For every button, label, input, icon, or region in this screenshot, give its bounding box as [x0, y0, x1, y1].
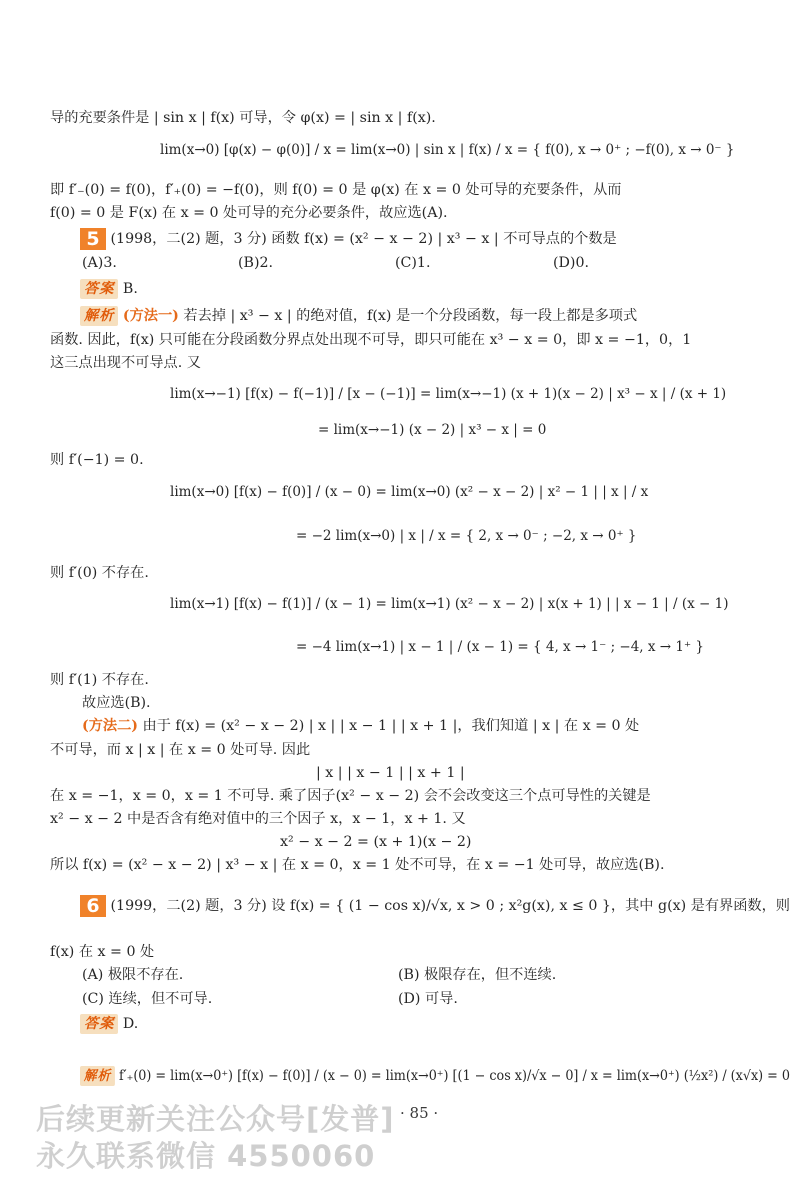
answer-line	[80, 1014, 138, 1034]
option-c: (C) 连续，但不可导.	[82, 991, 213, 1007]
formula-line: lim(x→0) [φ(x) − φ(0)] / x = lim(x→0) | sin x | f(x) / x = { f(0), x → 0⁺ ; −f(0), x → 0⁻ }	[160, 142, 735, 158]
answer-tag: 答案	[80, 279, 118, 299]
text-line: 则 f′(0) 不存在.	[50, 565, 149, 581]
answer-line	[80, 279, 138, 299]
answer-value: D.	[122, 1016, 139, 1032]
method-label: (方法一)	[122, 308, 179, 324]
question-number-badge: 6	[80, 895, 106, 917]
formula-line: = −4 lim(x→1) | x − 1 | / (x − 1) = { 4, x → 1⁻ ; −4, x → 1⁺ }	[296, 639, 704, 655]
option-a: (A) 极限不存在.	[82, 967, 184, 983]
formula-line: lim(x→0) [f(x) − f(0)] / (x − 0) = lim(x→0) (x² − x − 2) | x² − 1 | | x | / x	[170, 484, 649, 500]
text-line: 则 f′(−1) = 0.	[50, 452, 144, 468]
analysis-line	[80, 306, 637, 326]
formula-line: lim(x→1) [f(x) − f(1)] / (x − 1) = lim(x→1) (x² − x − 2) | x(x + 1) | | x − 1 | / (x − 1)	[170, 596, 729, 612]
watermark-line-1: 后续更新关注公众号[发普]	[36, 1102, 395, 1136]
option-b: (B)2.	[238, 255, 274, 271]
text-line: 所以 f(x) = (x² − x − 2) | x³ − x | 在 x = 0，x = 1 处不可导，在 x = −1 处可导，故应选(B).	[50, 857, 665, 873]
watermark-line-2: 永久联系微信 4550060	[36, 1139, 376, 1173]
question-stem: (1999，二(2) 题，3 分) 设 f(x) = { (1 − cos x)/√x, x > 0 ; x²g(x), x ≤ 0 }，其中 g(x) 是有界函数，则	[110, 898, 790, 914]
option-a: (A)3.	[82, 255, 117, 271]
text-line: 即 f′₋(0) = f(0)，f′₊(0) = −f(0)，则 f(0) = 0 是 φ(x) 在 x = 0 处可导的充要条件，从而	[50, 182, 622, 198]
analysis-tag: 解析	[80, 1066, 115, 1086]
question-6-stem	[80, 895, 790, 917]
analysis-text: 若去掉 | x³ − x | 的绝对值，f(x) 是一个分段函数，每一段上都是多项式	[183, 308, 638, 324]
question-5-stem	[80, 228, 617, 250]
text-line: f(x) 在 x = 0 处	[50, 944, 155, 960]
text-line: 故应选(B).	[82, 695, 151, 711]
option-b: (B) 极限存在，但不连续.	[398, 967, 557, 983]
formula-line: = lim(x→−1) (x − 2) | x³ − x | = 0	[318, 422, 547, 438]
option-d: (D) 可导.	[398, 991, 458, 1007]
page-number: · 85 ·	[400, 1104, 439, 1122]
text-line: 导的充要条件是 | sin x | f(x) 可导，令 φ(x) = | sin x | f(x).	[50, 110, 436, 126]
text-line: f(0) = 0 是 F(x) 在 x = 0 处可导的充分必要条件，故应选(A).	[50, 205, 448, 221]
formula-line: = −2 lim(x→0) | x | / x = { 2, x → 0⁻ ; −2, x → 0⁺ }	[296, 528, 637, 544]
analysis-tag: 解析	[80, 306, 118, 326]
method-two-line	[82, 716, 639, 736]
formula-line: lim(x→−1) [f(x) − f(−1)] / [x − (−1)] = lim(x→−1) (x + 1)(x − 2) | x³ − x | / (x + 1)	[170, 386, 727, 402]
text-line: 在 x = −1，x = 0，x = 1 不可导. 乘了因子(x² − x − 2) 会不会改变这三个点可导性的关键是	[50, 788, 651, 804]
question-number-badge: 5	[80, 228, 106, 250]
answer-value: B.	[122, 281, 138, 297]
text-line: 这三点出现不可导点. 又	[50, 355, 201, 371]
question-stem: (1998，二(2) 题，3 分) 函数 f(x) = (x² − x − 2) | x³ − x | 不可导点的个数是	[110, 231, 617, 247]
analysis-formula: f′₊(0) = lim(x→0⁺) [f(x) − f(0)] / (x − 0) = lim(x→0⁺) [(1 − cos x)/√x − 0] / x = lim(x→0⁺) (½x²) / (x√x) = 0	[118, 1068, 791, 1084]
answer-tag: 答案	[80, 1014, 118, 1034]
text-line: 则 f′(1) 不存在.	[50, 672, 149, 688]
option-d: (D)0.	[553, 255, 589, 271]
text-line: x² − x − 2 中是否含有绝对值中的三个因子 x，x − 1，x + 1. 又	[50, 811, 466, 827]
text-line: 函数. 因此，f(x) 只可能在分段函数分界点处出现不可导，即只可能在 x³ − x = 0，即 x = −1，0，1	[50, 332, 692, 348]
method-label: (方法二)	[82, 718, 138, 734]
text-line: 不可导，而 x | x | 在 x = 0 处可导. 因此	[50, 742, 311, 758]
analysis-line	[80, 1066, 790, 1086]
analysis-text: 由于 f(x) = (x² − x − 2) | x | | x − 1 | | x + 1 |，我们知道 | x | 在 x = 0 处	[142, 718, 640, 734]
option-c: (C)1.	[395, 255, 431, 271]
formula-line: | x | | x − 1 | | x + 1 |	[316, 765, 465, 781]
formula-line: x² − x − 2 = (x + 1)(x − 2)	[280, 834, 472, 850]
